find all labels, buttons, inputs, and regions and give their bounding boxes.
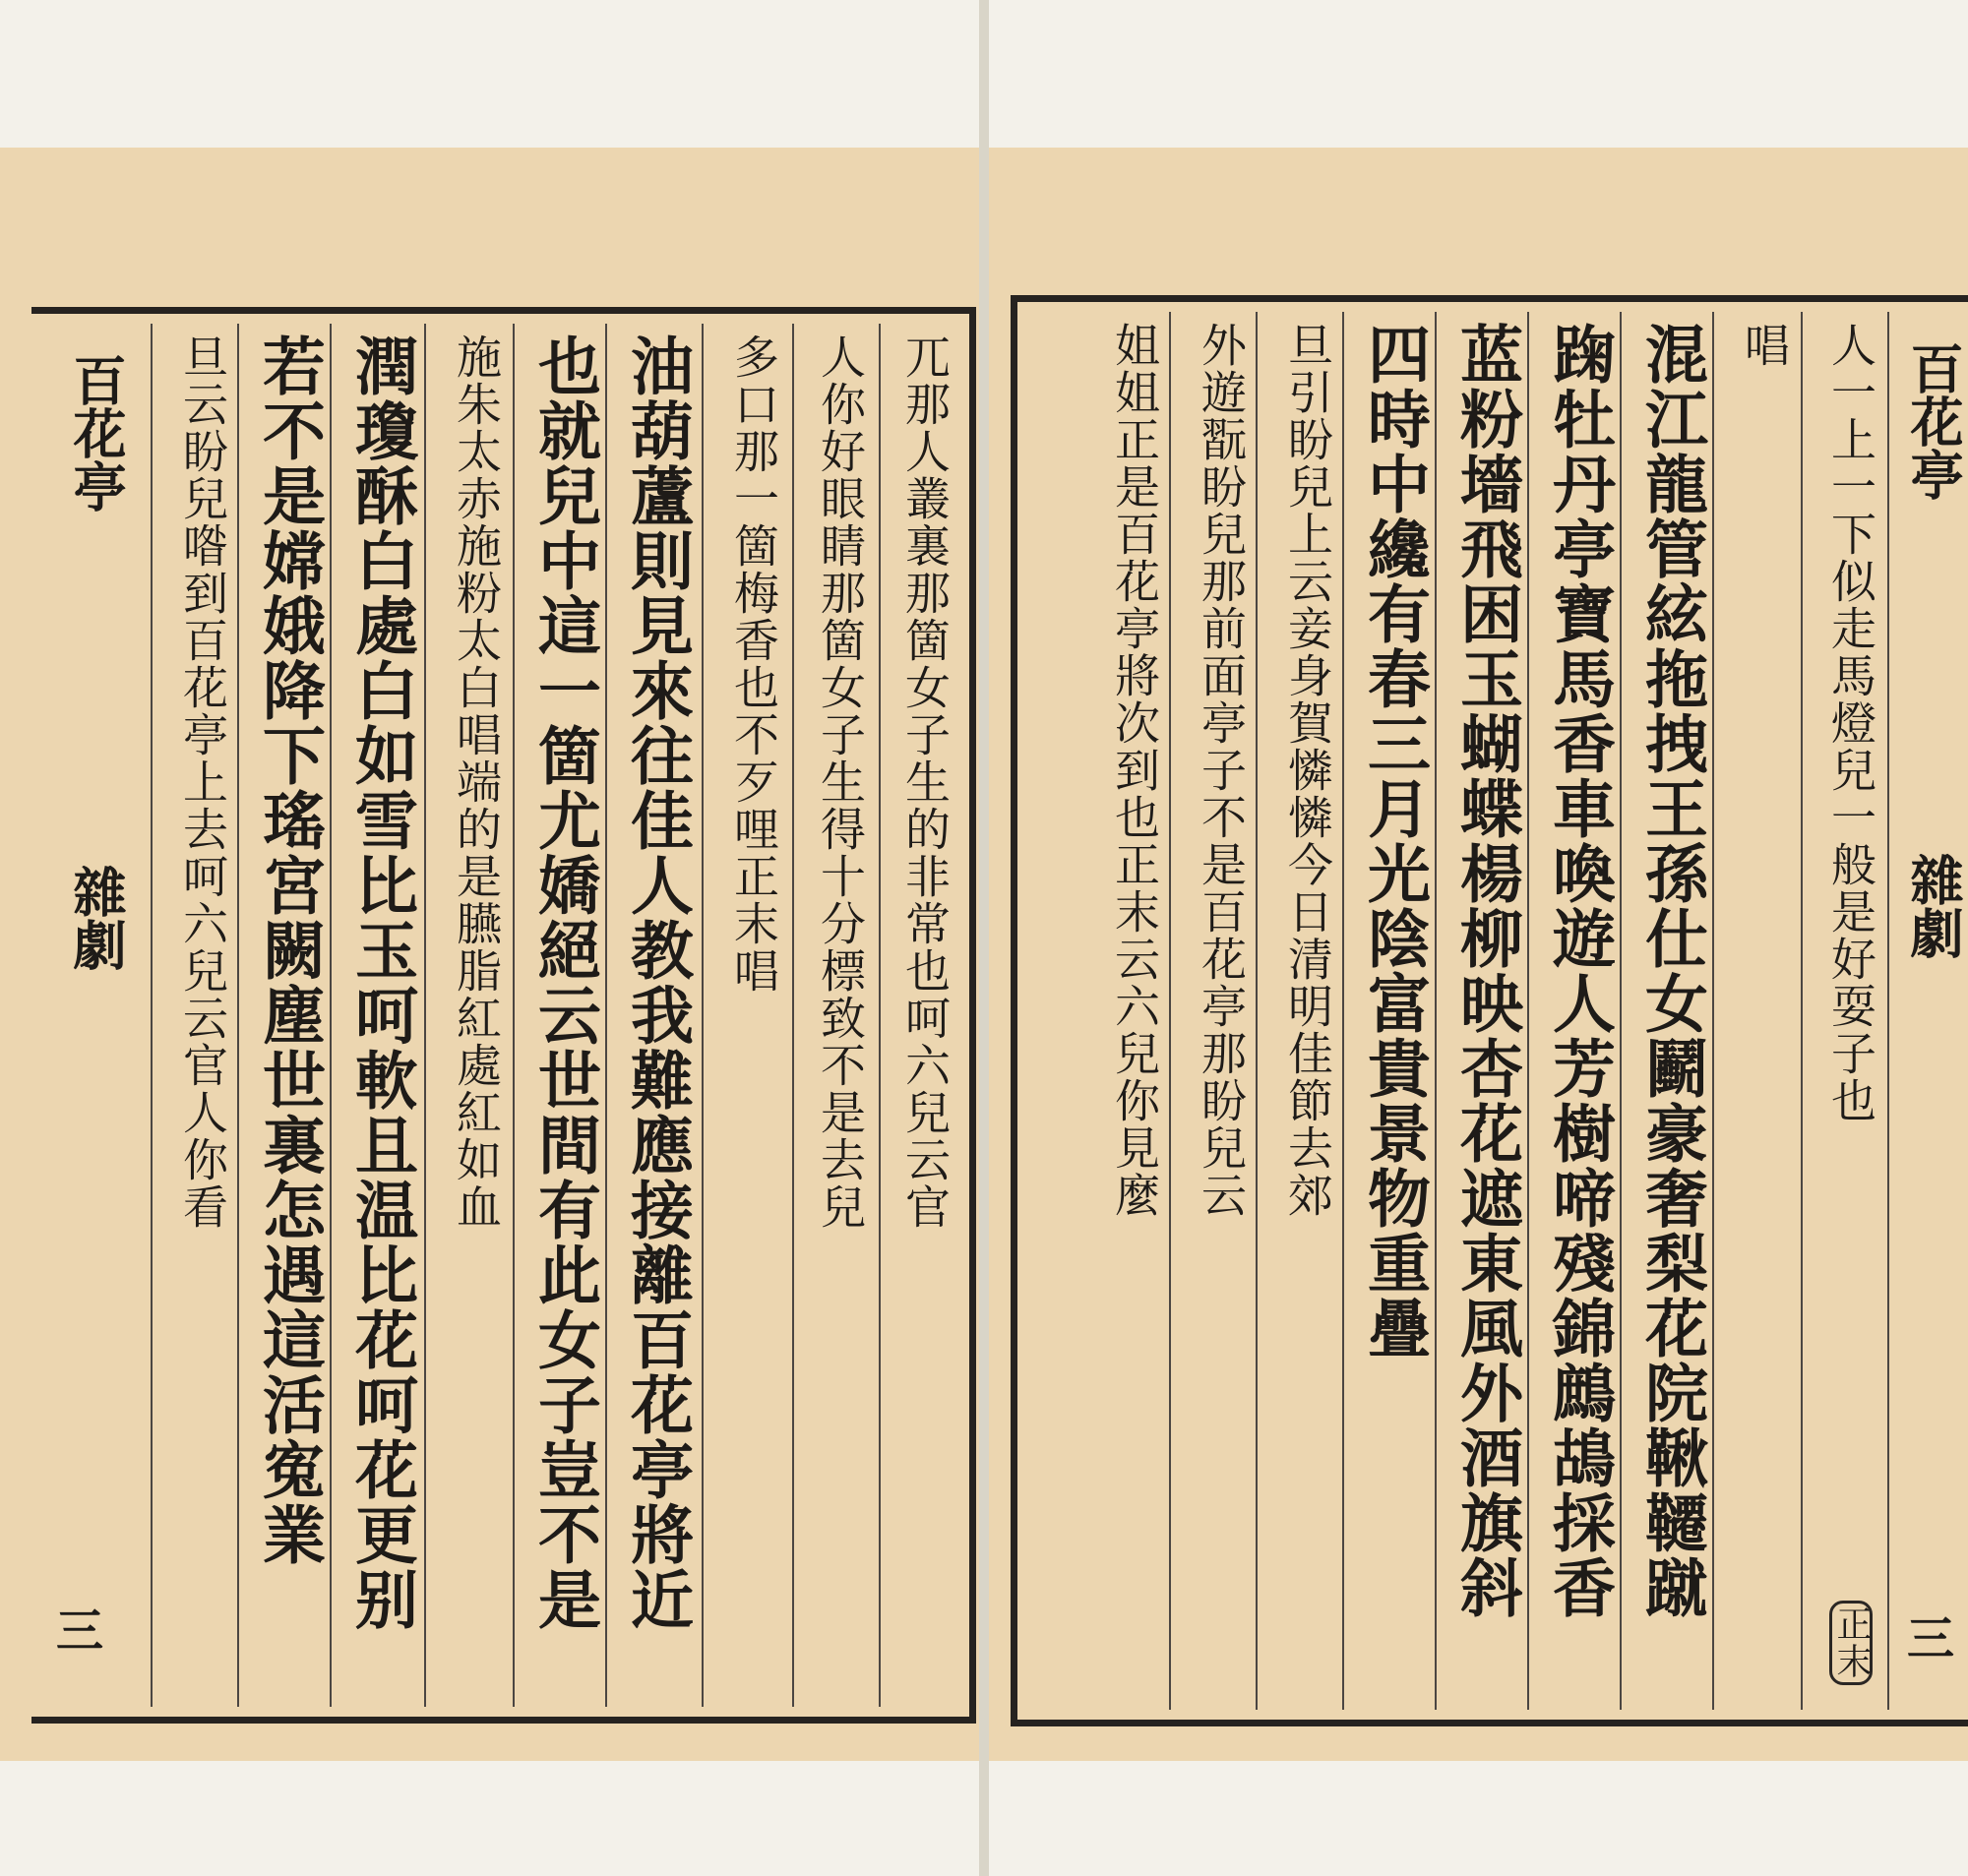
column-rule bbox=[237, 324, 239, 1707]
left-page bbox=[0, 0, 979, 1876]
right-col-9: 姐姐正是百花亭將次到也正末云六兒你見麼 bbox=[1108, 322, 1161, 1219]
right-col-4: 踘牡丹亭寶馬香車喚遊人芳樹啼殘錦鷓鴣採香 bbox=[1542, 322, 1616, 1620]
right-margin-section: 雜劇 bbox=[1902, 853, 1965, 959]
left-col-5: 也就兒中這一箇尤嬌絕云世間有此女子豈不是 bbox=[527, 333, 601, 1632]
column-rule bbox=[330, 324, 332, 1707]
right-col-2: 唱 bbox=[1738, 322, 1791, 369]
column-rule bbox=[151, 324, 153, 1707]
left-folio: 三 bbox=[55, 1604, 103, 1659]
left-margin-title: 百花亭 bbox=[65, 353, 128, 513]
left-col-9: 旦云盼兒喒到百花亭上去呵六兒云官人你看 bbox=[176, 333, 229, 1231]
column-rule bbox=[1712, 312, 1714, 1710]
left-page-frame bbox=[31, 307, 976, 1724]
left-col-1: 兀那人叢裏那箇女子生的非常也呵六兒云官 bbox=[898, 333, 952, 1231]
column-rule bbox=[513, 324, 515, 1707]
right-col-5: 蓝粉墻飛困玉蝴蝶楊柳映杏花遮東風外酒旗斜 bbox=[1449, 322, 1523, 1620]
column-rule bbox=[605, 324, 607, 1707]
left-col-2: 人你好眼睛那箇女子生得十分標致不是去兒 bbox=[814, 333, 867, 1231]
column-rule bbox=[1801, 312, 1803, 1710]
left-margin-section: 雜劇 bbox=[65, 865, 128, 971]
column-rule bbox=[1169, 312, 1171, 1710]
role-marker: 正末 bbox=[1829, 1601, 1873, 1685]
column-rule bbox=[424, 324, 426, 1707]
left-col-7: 潤瓊酥白處白如雪比玉呵軟且温比花呵花更别 bbox=[344, 333, 418, 1632]
right-col-1-note bbox=[1828, 1601, 1874, 1700]
right-margin-title: 百花亭 bbox=[1902, 341, 1965, 501]
column-rule bbox=[879, 324, 881, 1707]
right-col-3: 混江龍管絃拖拽王孫仕女鬬豪奢梨花院鞦韆蹴 bbox=[1634, 322, 1708, 1620]
book-gutter bbox=[979, 0, 989, 1876]
column-rule bbox=[1435, 312, 1437, 1710]
column-rule bbox=[1256, 312, 1258, 1710]
right-folio: 三 bbox=[1906, 1611, 1954, 1666]
right-col-7: 旦引盼兒上云妾身賀憐憐今日清明佳節去郊 bbox=[1281, 322, 1334, 1219]
right-col-6: 四時中纔有春三月光陰富貴景物重疊 bbox=[1357, 322, 1431, 1361]
column-rule bbox=[1620, 312, 1622, 1710]
right-col-1: 人一上一下似走馬燈兒一般是好耍子也 bbox=[1824, 322, 1877, 1124]
left-col-3: 多口那一箇梅香也不歹哩正末唱 bbox=[727, 333, 780, 995]
right-page bbox=[989, 0, 1968, 1876]
right-col-8: 外遊翫盼兒那前面亭子不是百花亭那盼兒云 bbox=[1195, 322, 1248, 1219]
column-rule bbox=[1527, 312, 1529, 1710]
column-rule bbox=[702, 324, 704, 1707]
right-page-frame bbox=[1011, 295, 1968, 1726]
left-col-8: 若不是嫦娥降下瑤宮闕塵世裏怎遇這活寃業 bbox=[252, 333, 326, 1567]
left-col-6: 施朱太赤施粉太白唱端的是臙脂紅處紅如血 bbox=[450, 333, 503, 1231]
column-rule bbox=[1342, 312, 1344, 1710]
left-col-4: 油葫蘆則見來往佳人教我難應接離百花亭將近 bbox=[620, 333, 694, 1632]
column-rule bbox=[792, 324, 794, 1707]
column-rule bbox=[1887, 312, 1889, 1710]
